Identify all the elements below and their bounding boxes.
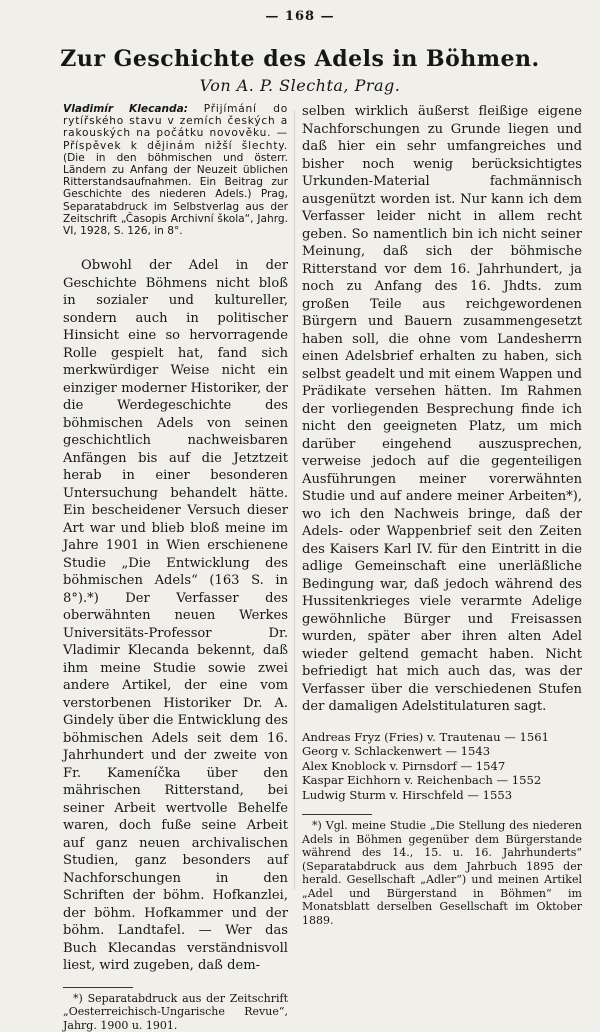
genealogy-entry: Georg v. Schlackenwert — 1543 [302, 744, 491, 759]
right-footnote: *) Vgl. meine Studie „Die Stellung des niederen Adels in Böhmen gegenüber dem Bürgerstande während des 14., 15. u. 16. Jahrhunderts“ (Separatabdruck aus dem Jahrbuch 1895 der herald. Gesellschaft „Adler“) und meinen Artikel „Adel und Bürgerstand in Böhmen“ im Monatsblatt derselben Gesellschaft im Oktober 1889. [302, 819, 582, 927]
genealogy-entry: Alex Knoblock v. Pirnsdorf — 1547 [302, 758, 506, 773]
footnote-divider [302, 814, 372, 815]
genealogy-entry: Kaspar Eichhorn v. Reichenbach — 1552 [302, 773, 542, 788]
citation-author: Vladimír Klecanda: [63, 103, 189, 115]
citation-publication: Prag, Separatabdruck im Selbstverlag aus der Zeitschrift „Časopis Archivní škola“, Jahrg. VI, 1928, S. 126, in 8°. [63, 188, 288, 238]
right-body-text: selben wirklich äußerst fleißige eigene Nachforschungen zu Grunde liegen und daß hier ein sehr umfangreiches und bisher noch wenig berücksichtigtes Urkunden-Material fachmännisch ausgenützt worden ist. Nur kann ich dem Verfasser leider nicht in allem recht geben. So namentlich bin ich nicht seiner Meinung, daß sich der böhmische Ritterstand vor dem 16. Jahrhundert, ja noch zu Anfang des 16. Jhdts. zum großen Teile aus reichgewordenen Bürgern und Bauern zusammengesetzt haben soll, die ohne vom Landesherrn einen Adelsbrief erhalten zu haben, sich selbst geadelt und mit einem Wappen und Prädikate versehen hätten. Im Rahmen der vorliegenden Besprechung finde ich nicht den geeigneten Platz, um mich darüber eingehend auszusprechen, verweise jedoch auf die gegenteiligen Ausführungen meiner vorerwähnten Studie und auf andere meiner Arbeiten*), wo ich den Nachweis bringe, daß der Adels- oder Wappenbrief seit den Zeiten des Kaisers Karl IV. für den Eintritt in die adlige Gemeinschaft eine unerläßliche Bedingung war, daß jedoch während des Hussitenkrieges viele verarmte Adelige gewöhnliche Bürger und Freisassen wurden, später aber ihren alten Adel wieder geltend gemacht haben. Nicht befriedigt hat mich auch das, was der Verfasser über die verschiedenen Stufen der damaligen Adelstitulaturen sagt. [302, 104, 582, 714]
genealogy-entry: Ludwig Sturm v. Hirschfeld — 1553 [302, 787, 513, 802]
citation-title: Přijímání do rytířského stavu v zemích českých a rakouských na počátku novověku. — Příspěvek k dějinám nižší šlechty. [63, 103, 288, 152]
article-author: Von A. P. Slechta, Prag. [199, 76, 401, 95]
page-number: — 168 — [265, 9, 335, 24]
footnote-divider [63, 987, 133, 988]
left-footnote: *) Separatabdruck aus der Zeitschrift „Oesterreichisch-Ungarische Revue“, Jahrg. 1900 u. 1901. [63, 991, 288, 1032]
right-column [302, 103, 582, 927]
left-body-text: Obwohl der Adel in der Geschichte Böhmens nicht bloß in sozialer und kultureller, sondern auch in politischer Hinsicht eine so hervorragende Rolle gespielt hat, fand sich merkwürdiger Weise nicht ein einziger moderner Historiker, der die Werdegeschichte des böhmischen Adels von seinen geschichtlich nachweisbaren Anfängen bis auf die Jetztzeit herab in einer besonderen Untersuchung behandelt hätte. Ein bescheidener Versuch dieser Art war und blieb bloß meine im Jahre 1901 in Wien erschienene Studie „Die Entwicklung des böhmischen Adels“ (163 S. in 8°).*) Der Verfasser des oberwähnten neuen Werkes Universitäts-Professor Dr. Vladimir Klecanda bekennt, daß ihm meine Studie sowie zwei andere Artikel, der eine vom verstorbenen Historiker Dr. A. Gindely über die Entwicklung des böhmischen Adels seit dem 16. Jahrhundert und der zweite von Fr. Kameníčka über den mährischen Ritterstand, bei seiner Arbeit wertvolle Behelfe waren, doch fuße seine Arbeit auf ganz neuen archivalischen Studien, ganz besonders auf Nachforschungen in den Schriften der böhm. Hofkanzlei, der böhm. Hofkammer und der böhm. Landtafel. — Wer das Buch Klecandas verständnisvoll liest, wird zugeben, daß dem- [63, 258, 288, 974]
genealogy-list [302, 730, 582, 803]
citation-subtitle: (Die in den böhmischen und österr. Ländern zu Anfang der Neuzeit üblichen Ritterstandsaufnahmen. Ein Beitrag zur Geschichte des niederen Adels.) [63, 151, 288, 201]
genealogy-entry: Andreas Fryz (Fries) v. Trautenau — 1561 [302, 729, 550, 744]
article-title: Zur Geschichte des Adels in Böhmen. [60, 46, 540, 72]
book-citation [63, 103, 288, 237]
left-column [63, 103, 288, 1032]
column-gutter [294, 110, 295, 890]
